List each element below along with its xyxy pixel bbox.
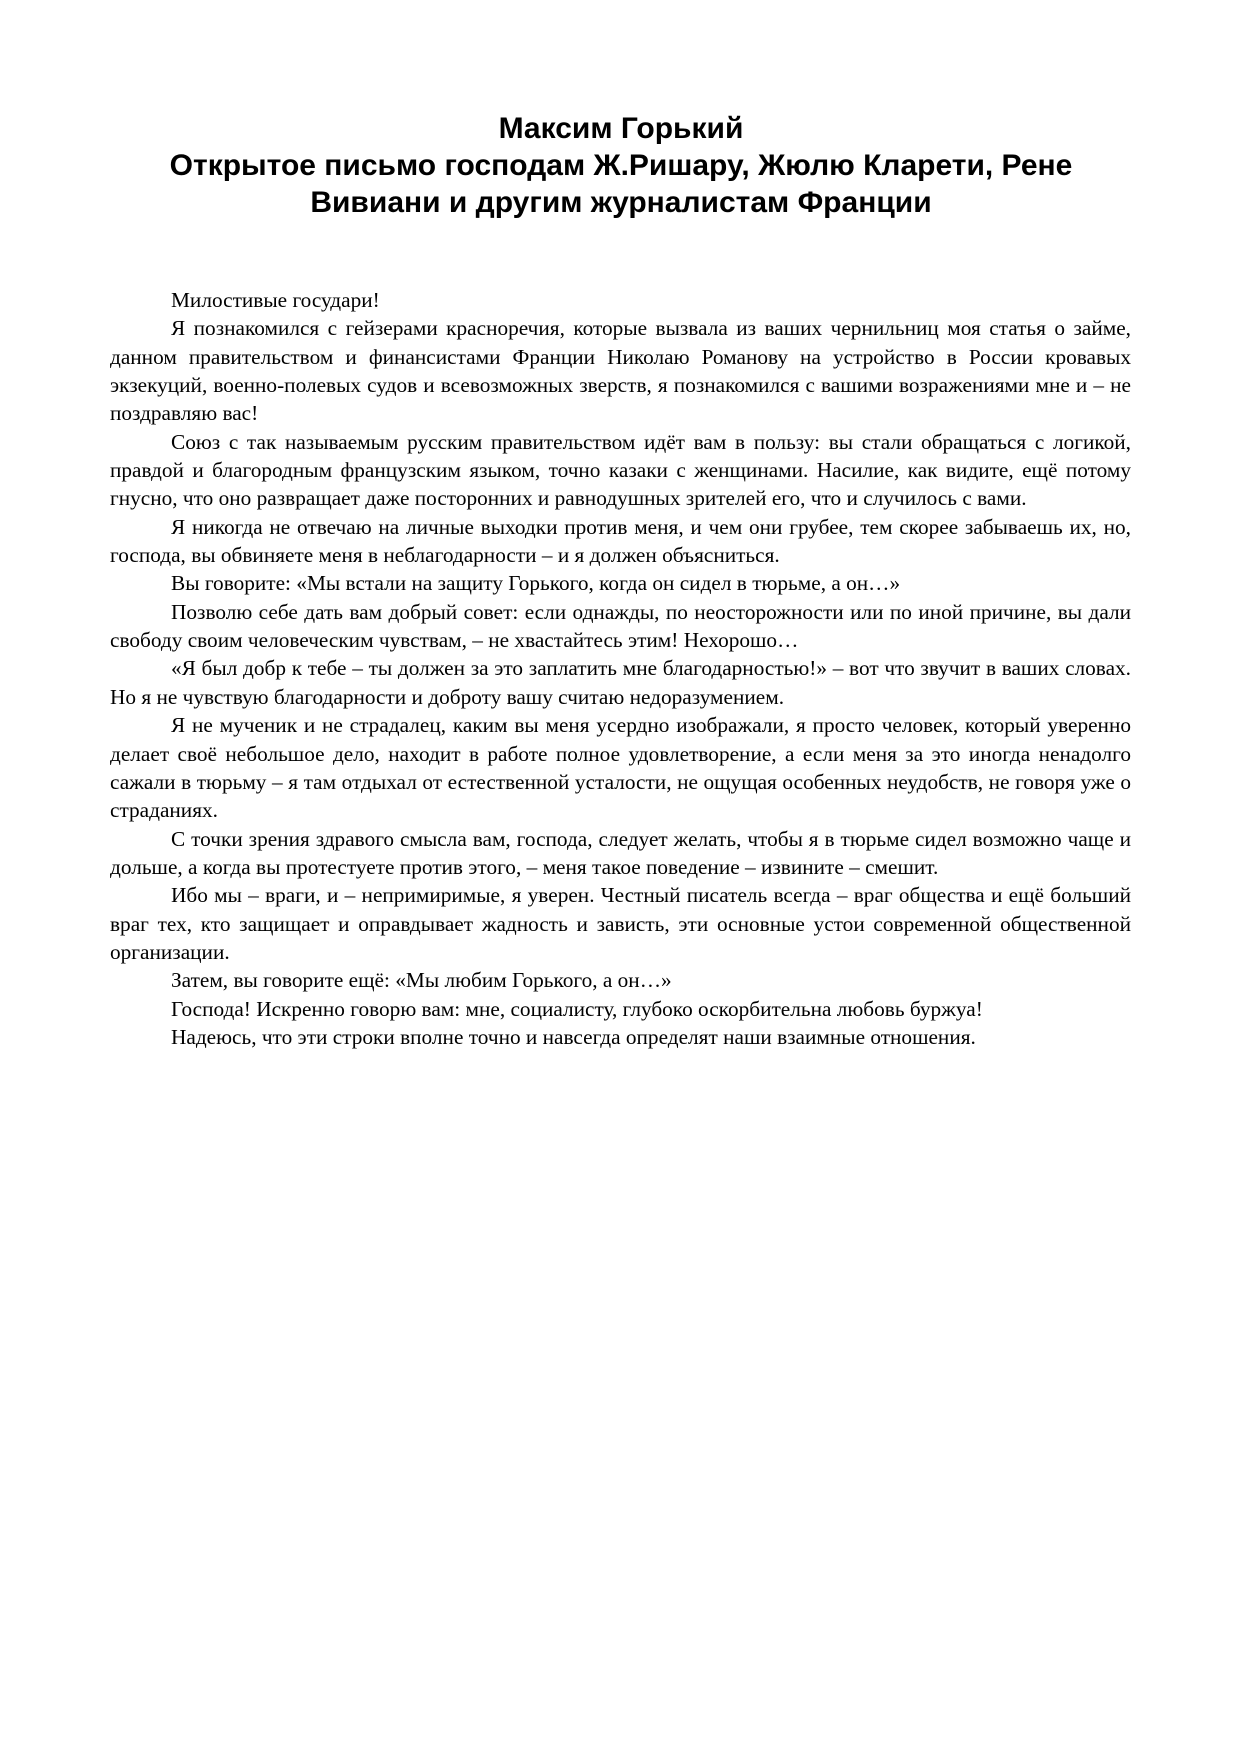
body-paragraph: Союз с так называемым русским правительством идёт вам в пользу: вы стали обращаться с логикой, правдой и благородным французским языком, точно казаки с женщинами. Насилие, как видите, ещё потому гнусно, что оно развращает даже посторонних и равнодушных зрителей его, что и случилось с вами. xyxy=(110,429,1131,511)
body-paragraph: Затем, вы говорите ещё: «Мы любим Горького, а он…» xyxy=(171,968,672,993)
body-paragraph: Позволю себе дать вам добрый совет: если однажды, по неосторожности или по иной причине, вы дали свободу своим человеческим чувствам, – не хвастайтесь этим! Нехорошо… xyxy=(110,599,1131,653)
closing-paragraph: Надеюсь, что эти строки вполне точно и навсегда определят наши взаимные отношения. xyxy=(171,1024,976,1049)
document-title-block xyxy=(0,110,1242,221)
body-paragraph: Я никогда не отвечаю на личные выходки против меня, и чем они грубее, тем скорее забываешь их, но, господа, вы обвиняете меня в неблагодарности – и я должен объясниться. xyxy=(110,514,1131,568)
title-line-2: Вивиани и другим журналистам Франции xyxy=(310,186,932,219)
body-paragraph: Вы говорите: «Мы встали на защиту Горького, когда он сидел в тюрьме, а он…» xyxy=(171,571,901,596)
title-line-1: Открытое письмо господам Ж.Ришару, Жюлю Кларети, Рене xyxy=(169,149,1073,182)
body-paragraph: С точки зрения здравого смысла вам, господа, следует желать, чтобы я в тюрьме сидел возможно чаще и дольше, а когда вы протестуете против этого, – меня такое поведение – извините – смешит. xyxy=(110,826,1131,879)
body-paragraph: «Я был добр к тебе – ты должен за это заплатить мне благодарностью!» – вот что звучит в ваших словах. Но я не чувствую благодарности и доброту вашу считаю недоразумением. xyxy=(110,656,1131,709)
body-paragraph: Господа! Искренно говорю вам: мне, социалисту, глубоко оскорбительна любовь буржуа! xyxy=(171,996,983,1021)
author-name: Максим Горький xyxy=(498,112,744,145)
salutation-paragraph: Милостивые государи! xyxy=(171,288,380,312)
body-paragraph: Я познакомился с гейзерами красноречия, которые вызвала из ваших чернильниц моя статья о займе, данном правительством и финансистами Франции Николаю Романову на устройство в России кровавых экзекуций, военно-полевых судов и всевозможных зверств, я познакомился с вашими возражениями мне и – не поздравляю вас! xyxy=(110,316,1131,426)
body-paragraph: Я не мученик и не страдалец, каким вы меня усердно изображали, я просто человек, который уверенно делает своё небольшое дело, находит в работе полное удовлетворение, а если меня за это иногда ненадолго сажали в тюрьму – я там отдыхал от естественной усталости, не ощущая особенных неудобств, не говоря уже о страданиях. xyxy=(110,713,1131,823)
body-paragraph: Ибо мы – враги, и – непримиримые, я уверен. Честный писатель всегда – враг общества и ещё больший враг тех, кто защищает и оправдывает жадность и зависть, эти основные устои современной общественной организации. xyxy=(110,883,1131,964)
letter-body xyxy=(110,286,1131,1051)
